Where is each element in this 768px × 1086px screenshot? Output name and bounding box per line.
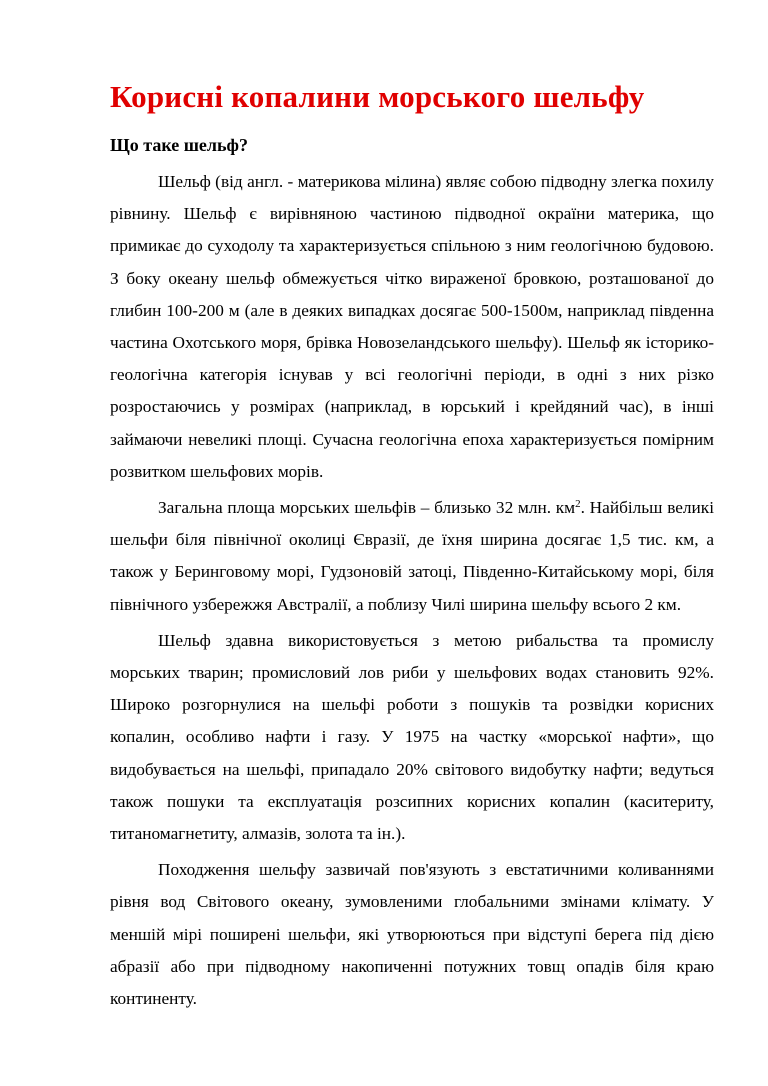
section-heading: Що таке шельф? (110, 135, 248, 155)
paragraph-2-text-before: Загальна площа морських шельфів – близько 32 млн. км (158, 498, 576, 518)
paragraph-4: Походження шельфу зазвичай пов'язують з евстатичними коливаннями рівня вод Світового океану, зумовленими глобальними змінами клімату. У меншій мірі поширені шельфи, які утворюються при відступі берега під дією абразії або при підводному накопиченні потужних товщ опадів біля краю континенту. (110, 860, 714, 1009)
paragraph-2-text-after: . Найбільш великі шельфи біля північної околиці Євразії, де їхня ширина досягає 1,5 тис. км, а також у Беринговому морі, Гудзоновій затоці, Південно-Китайському морі, біля північного узбережжя Австралії, а поблизу Чилі ширина шельфу всього 2 км. (110, 498, 714, 614)
superscript-2: 2 (575, 498, 581, 511)
paragraph-1: Шельф (від англ. - материкова мілина) являє собою підводну злегка похилу рівнину. Шельф є вирівняною частиною підводної окраїни материка, що примикає до суходолу та характеризується спільною з ним геологічною будовою. З боку океану шельф обмежується чітко вираженої бровкою, розташованої до глибин 100-200 м (але в деяких випадках досягає 500-1500м, наприклад південна частина Охотського моря, брівка Новозеландського шельфу). Шельф як історико-геологічна категорія існував у всі геологічні періоди, в одні з них різко розростаючись у розмірах (наприклад, в юрський і крейдяний час), в інші займаючи невеликі площі. Сучасна геологічна епоха характеризується помірним розвитком шельфових морів. (110, 172, 714, 481)
paragraph-2 (110, 492, 714, 621)
paragraph-3: Шельф здавна використовується з метою рибальства та промислу морських тварин; промисловий лов риби у шельфових водах становить 92%. Широко розгорнулися на шельфі роботи з пошуків та розвідки корисних копалин, особливо нафти і газу. У 1975 на частку «морської нафти», що видобувається на шельфі, припадало 20% світового видобутку нафти; ведуться також пошуки та експлуатація розсипних корисних копалин (каситериту, титаномагнетиту, алмазів, золота та ін.). (110, 630, 714, 844)
page-title: Корисні копалини морського шельфу (110, 79, 645, 114)
